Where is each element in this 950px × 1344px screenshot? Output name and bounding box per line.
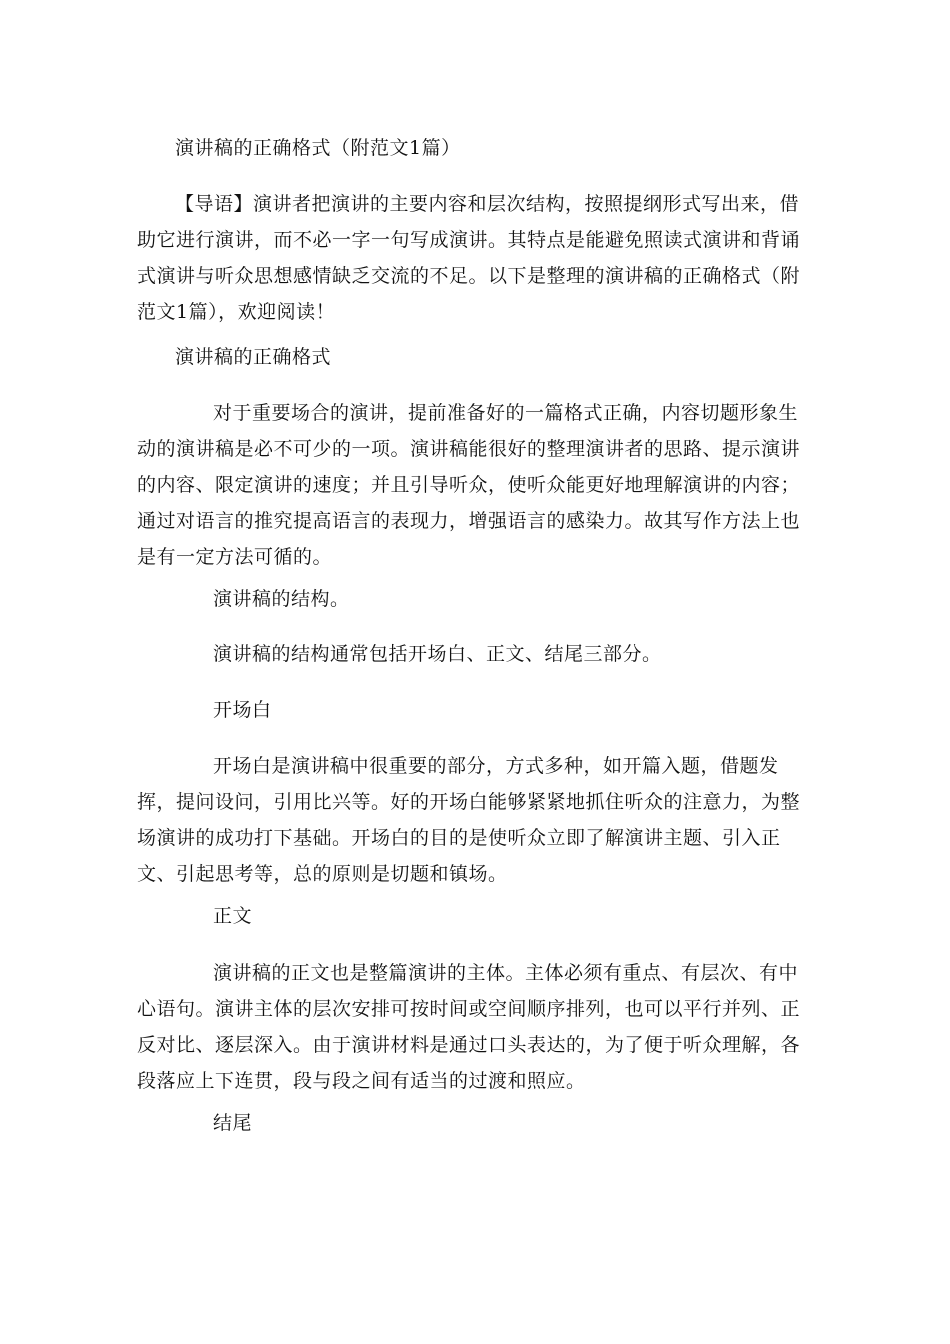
body-paragraph: 演讲稿的正文也是整篇演讲的主体。主体必须有重点、有层次、有中心语句。演讲主体的层次安排可按时间或空间顺序排列，也可以平行并列、正反对比、逐层深入。由于演讲材料是通过口头表达的，为了便于听众理解，各段落应上下连贯，段与段之间有适当的过渡和照应。 [137, 962, 801, 1092]
section-heading: 演讲稿的正确格式 [175, 346, 332, 368]
structure-description: 演讲稿的结构通常包括开场白、正文、结尾三部分。 [213, 643, 662, 665]
body-heading: 正文 [213, 905, 253, 927]
opening-paragraph: 开场白是演讲稿中很重要的部分，方式多种，如开篇入题，借题发挥，提问设问，引用比兴等。好的开场白能够紧紧地抓住听众的注意力，为整场演讲的成功打下基础。开场白的目的是使听众立即了解演讲主题、引入正文、引起思考等，总的原则是切题和镇场。 [137, 755, 801, 885]
intro-paragraph: 【导语】演讲者把演讲的主要内容和层次结构，按照提纲形式写出来，借助它进行演讲，而不必一字一句写成演讲。其特点是能避免照读式演讲和背诵式演讲与听众思想感情缺乏交流的不足。以下是整理的演讲稿的正确格式（附范文1篇），欢迎阅读！ [137, 193, 801, 323]
document-title: 演讲稿的正确格式（附范文1篇） [175, 137, 461, 159]
structure-heading: 演讲稿的结构。 [213, 588, 350, 610]
importance-paragraph: 对于重要场合的演讲，提前准备好的一篇格式正确，内容切题形象生动的演讲稿是必不可少的一项。演讲稿能很好的整理演讲者的思路、提示演讲的内容、限定演讲的速度；并且引导听众，使听众能更好地理解演讲的内容；通过对语言的推究提高语言的表现力，增强语言的感染力。故其写作方法上也是有一定方法可循的。 [137, 402, 801, 568]
ending-heading: 结尾 [213, 1112, 253, 1134]
opening-heading: 开场白 [213, 699, 272, 721]
